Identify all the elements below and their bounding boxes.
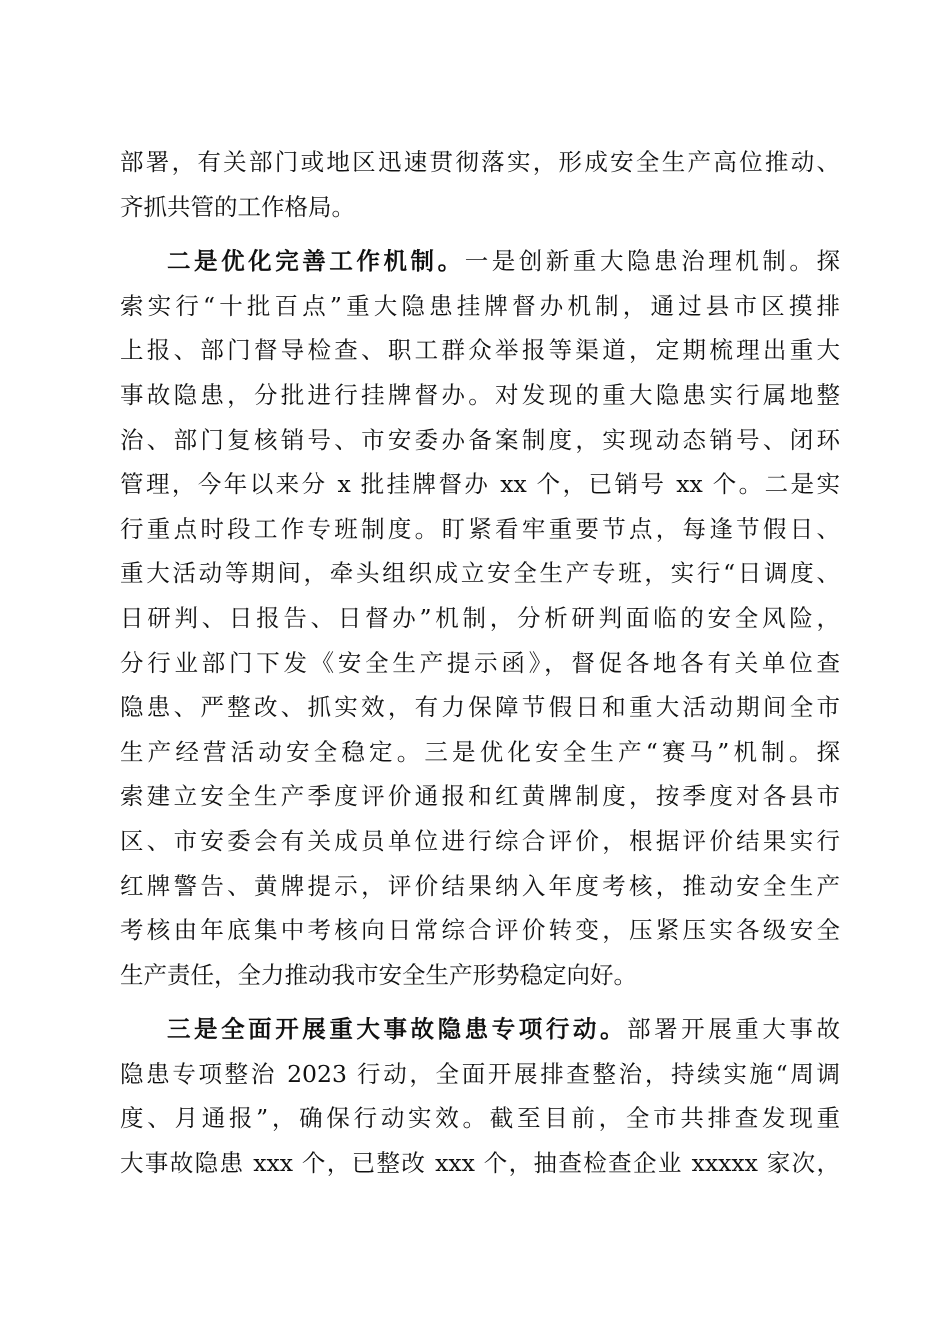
paragraph2-line: 治、部门复核销号、市安委办备案制度，实现动态销号、闭环 xyxy=(120,425,840,454)
paragraph3-first-line-rest: 部署开展重大事故 xyxy=(627,1015,840,1044)
paragraph2-line: 重大活动等期间，牵头组织成立安全生产专班，实行“日调度、 xyxy=(120,559,840,588)
paragraph1-line-1: 部署，有关部门或地区迅速贯彻落实，形成安全生产高位推动、 xyxy=(120,148,840,176)
paragraph2-line: 区、市安委会有关成员单位进行综合评价，根据评价结果实行 xyxy=(120,826,840,855)
paragraph2-line: 索实行“十批百点”重大隐患挂牌督办机制，通过县市区摸排 xyxy=(120,291,840,320)
paragraph2-line: 红牌警告、黄牌提示，评价结果纳入年度考核，推动安全生产 xyxy=(120,871,840,900)
paragraph2-line: 索建立安全生产季度评价通报和红黄牌制度，按季度对各县市 xyxy=(120,782,840,811)
paragraph2-line: 上报、部门督导检查、职工群众举报等渠道，定期梳理出重大 xyxy=(120,336,840,365)
paragraph2-line: 管理，今年以来分 x 批挂牌督办 xx 个，已销号 xx 个。二是实 xyxy=(120,470,840,499)
paragraph1-line-2: 齐抓共管的工作格局。 xyxy=(120,192,355,221)
paragraph2-line: 考核由年底集中考核向日常综合评价转变，压紧压实各级安全 xyxy=(120,916,840,945)
paragraph-gap xyxy=(120,997,840,1007)
paragraph3-heading: 三是全面开展重大事故隐患专项行动。 xyxy=(167,1015,628,1044)
paragraph2-line: 隐患、严整改、抓实效，有力保障节假日和重大活动期间全市 xyxy=(120,693,840,722)
document-body xyxy=(120,140,840,1186)
paragraph2-line: 事故隐患，分批进行挂牌督办。对发现的重大隐患实行属地整 xyxy=(120,380,840,409)
paragraph2-line-last: 生产责任，全力推动我市安全生产形势稳定向好。 xyxy=(120,960,637,989)
paragraph2-line: 分行业部门下发《安全生产提示函》，督促各地各有关单位查 xyxy=(120,648,840,677)
paragraph3-line-1 xyxy=(120,1007,840,1052)
paragraph2-line: 行重点时段工作专班制度。盯紧看牢重要节点，每逢节假日、 xyxy=(120,514,840,543)
paragraph2-heading: 二是优化完善工作机制。 xyxy=(167,247,465,276)
paragraph2-line: 生产经营活动安全稳定。三是优化安全生产“赛马”机制。探 xyxy=(120,737,840,766)
paragraph-gap xyxy=(120,229,840,239)
paragraph2-first-line-rest: 一是创新重大隐患治理机制。探 xyxy=(464,247,840,276)
paragraph3-line: 隐患专项整治 2023 行动，全面开展排查整治，持续实施“周调 xyxy=(120,1059,840,1088)
paragraph2-line: 日研判、日报告、日督办”机制，分析研判面临的安全风险， xyxy=(120,603,840,632)
paragraph2-line-1 xyxy=(120,239,840,284)
paragraph3-line: 度、月通报”，确保行动实效。截至目前，全市共排查发现重 xyxy=(120,1104,840,1133)
paragraph3-line: 大事故隐患 xxx 个，已整改 xxx 个，抽查检查企业 xxxxx 家次， xyxy=(120,1149,840,1178)
